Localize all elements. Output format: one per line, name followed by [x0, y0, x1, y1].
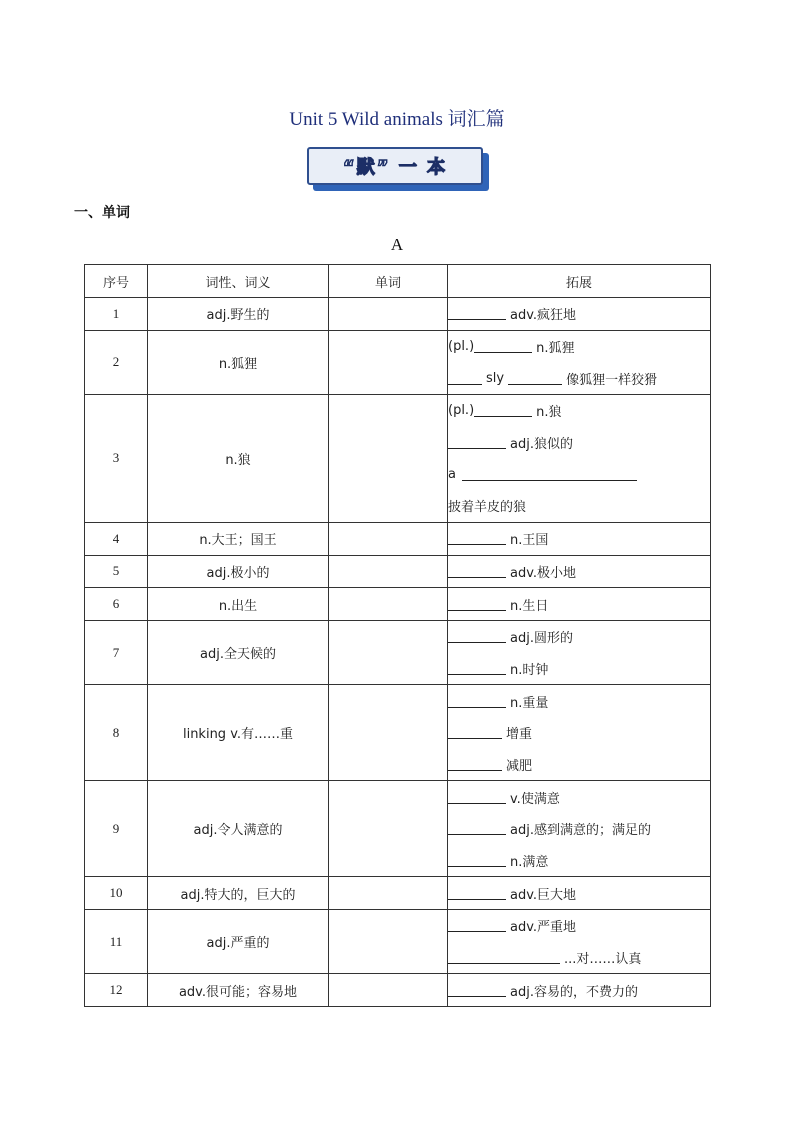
extension-text: 像狐狸一样狡猾: [566, 372, 658, 388]
row-extension: [448, 974, 711, 1007]
badge-label: “默” 一 本: [307, 147, 483, 185]
fill-in-blank[interactable]: [448, 919, 506, 932]
extension-text: adj.圆形的: [510, 631, 573, 647]
extension-text: 披着羊皮的狼: [448, 500, 527, 516]
fill-in-blank[interactable]: [448, 662, 506, 675]
extension-text: adv.疯狂地: [510, 308, 577, 324]
word-answer-cell[interactable]: [329, 685, 448, 781]
row-meaning: adv.很可能；容易地: [148, 974, 329, 1007]
fill-in-blank[interactable]: [448, 887, 506, 900]
word-answer-cell[interactable]: [329, 781, 448, 877]
extension-line: [448, 298, 710, 330]
extension-line: [448, 813, 710, 845]
fill-in-blank[interactable]: [448, 854, 506, 867]
row-number: 9: [85, 781, 148, 877]
word-answer-cell[interactable]: [329, 395, 448, 523]
row-meaning: n.出生: [148, 588, 329, 621]
row-number: 5: [85, 555, 148, 588]
row-extension: [448, 330, 711, 394]
header-meaning: 词性、词义: [148, 265, 329, 298]
row-number: 11: [85, 910, 148, 974]
extension-line: [448, 331, 710, 363]
extension-line: [448, 910, 710, 942]
row-extension: [448, 781, 711, 877]
word-answer-cell[interactable]: [329, 588, 448, 621]
fill-in-blank[interactable]: [474, 404, 532, 417]
fill-in-blank[interactable]: [448, 630, 506, 643]
header-word: 单词: [329, 265, 448, 298]
row-extension: [448, 685, 711, 781]
table-header-row: [85, 265, 711, 298]
row-number: 3: [85, 395, 148, 523]
row-extension: [448, 395, 711, 523]
extension-text: adv.巨大地: [510, 887, 577, 903]
row-meaning: adj.全天候的: [148, 620, 329, 684]
extension-prefix: (pl.): [448, 403, 475, 419]
row-extension: [448, 877, 711, 910]
row-extension: [448, 298, 711, 331]
word-answer-cell[interactable]: [329, 298, 448, 331]
extension-line: [448, 781, 710, 813]
extension-line: [448, 395, 710, 427]
fill-in-blank[interactable]: [448, 598, 506, 611]
extension-line: [448, 458, 710, 490]
fill-in-blank[interactable]: [462, 468, 637, 481]
table-row: [85, 910, 711, 974]
word-answer-cell[interactable]: [329, 522, 448, 555]
extension-text: adj.容易的，不费力的: [510, 984, 638, 1000]
row-number: 6: [85, 588, 148, 621]
extension-prefix: a: [448, 466, 456, 482]
fill-in-blank[interactable]: [448, 436, 506, 449]
vocab-table: [84, 264, 711, 1007]
row-extension: [448, 555, 711, 588]
row-meaning: adj.严重的: [148, 910, 329, 974]
header-extension: 拓展: [448, 265, 711, 298]
row-extension: [448, 910, 711, 974]
row-number: 2: [85, 330, 148, 394]
table-row: [85, 555, 711, 588]
word-answer-cell[interactable]: [329, 877, 448, 910]
row-number: 1: [85, 298, 148, 331]
fill-in-blank[interactable]: [508, 372, 562, 385]
extension-line: [448, 942, 710, 974]
extension-line: [448, 556, 710, 588]
word-answer-cell[interactable]: [329, 555, 448, 588]
extension-text: n.狼: [536, 405, 562, 421]
table-row: [85, 395, 711, 523]
extension-line: [448, 717, 710, 749]
extension-text: sly: [486, 370, 505, 386]
row-meaning: adj.野生的: [148, 298, 329, 331]
extension-text: v.使满意: [510, 791, 560, 807]
fill-in-blank[interactable]: [448, 984, 506, 997]
table-row: [85, 620, 711, 684]
section-heading: 一、单词: [74, 205, 130, 221]
extension-text: 减肥: [506, 758, 533, 774]
row-meaning: n.狼: [148, 395, 329, 523]
section-badge: [307, 147, 489, 191]
extension-line: [448, 685, 710, 717]
fill-in-blank[interactable]: [448, 565, 506, 578]
row-meaning: n.狐狸: [148, 330, 329, 394]
row-number: 8: [85, 685, 148, 781]
page-title: Unit 5 Wild animals 词汇篇: [289, 109, 505, 130]
extension-line: [448, 621, 710, 653]
extension-prefix: (pl.): [448, 339, 475, 355]
row-meaning: linking v.有……重: [148, 685, 329, 781]
fill-in-blank[interactable]: [448, 791, 506, 804]
fill-in-blank[interactable]: [448, 758, 502, 771]
extension-text: n.生日: [510, 598, 549, 614]
table-row: [85, 330, 711, 394]
extension-text: adj.狼似的: [510, 437, 573, 453]
word-answer-cell[interactable]: [329, 910, 448, 974]
extension-text: adj.感到满意的；满足的: [510, 823, 651, 839]
extension-text: n.满意: [510, 855, 549, 871]
word-answer-cell[interactable]: [329, 330, 448, 394]
extension-line: [448, 523, 710, 555]
row-number: 4: [85, 522, 148, 555]
extension-line: [448, 877, 710, 909]
table-row: [85, 298, 711, 331]
row-meaning: adj.特大的，巨大的: [148, 877, 329, 910]
extension-line: [448, 362, 710, 394]
row-number: 10: [85, 877, 148, 910]
header-number: 序号: [85, 265, 148, 298]
extension-line: [448, 749, 710, 781]
table-row: [85, 877, 711, 910]
fill-in-blank[interactable]: [448, 532, 506, 545]
row-meaning: adj.令人满意的: [148, 781, 329, 877]
fill-in-blank[interactable]: [448, 726, 502, 739]
row-extension: [448, 620, 711, 684]
table-row: [85, 974, 711, 1007]
fill-in-blank[interactable]: [448, 307, 506, 320]
row-number: 12: [85, 974, 148, 1007]
extension-text: adv.极小地: [510, 565, 577, 581]
extension-text: adv.严重地: [510, 920, 577, 936]
extension-text: ...对……认真: [564, 952, 642, 968]
fill-in-blank[interactable]: [448, 822, 506, 835]
word-answer-cell[interactable]: [329, 620, 448, 684]
table-row: [85, 588, 711, 621]
extension-text: n.重量: [510, 695, 549, 711]
group-letter: A: [390, 235, 404, 254]
extension-text: 增重: [506, 727, 533, 743]
table-row: [85, 781, 711, 877]
extension-text: n.时钟: [510, 662, 549, 678]
extension-line: [448, 490, 710, 522]
extension-line: [448, 588, 710, 620]
row-number: 7: [85, 620, 148, 684]
extension-text: n.狐狸: [536, 341, 575, 357]
fill-in-blank[interactable]: [448, 695, 506, 708]
row-extension: [448, 522, 711, 555]
table-row: [85, 685, 711, 781]
extension-line: [448, 427, 710, 459]
extension-line: [448, 974, 710, 1006]
extension-text: n.王国: [510, 533, 549, 549]
word-answer-cell[interactable]: [329, 974, 448, 1007]
row-extension: [448, 588, 711, 621]
table-row: [85, 522, 711, 555]
row-meaning: n.大王；国王: [148, 522, 329, 555]
fill-in-blank[interactable]: [448, 372, 482, 385]
extension-line: [448, 845, 710, 877]
extension-line: [448, 653, 710, 685]
fill-in-blank[interactable]: [448, 951, 560, 964]
fill-in-blank[interactable]: [474, 340, 532, 353]
row-meaning: adj.极小的: [148, 555, 329, 588]
